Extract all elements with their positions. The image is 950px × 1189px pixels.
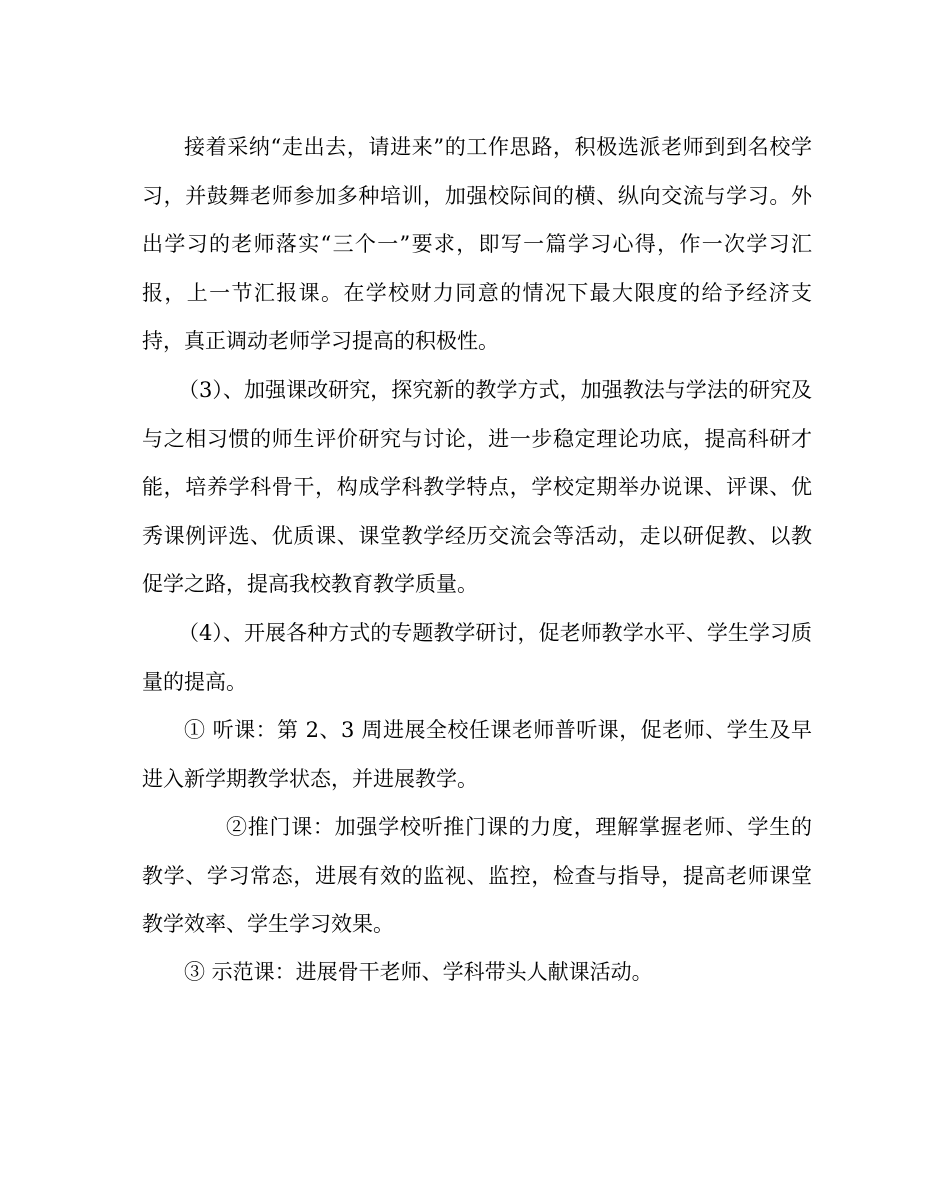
paragraph-teaching-seminars: （4）、开展各种方式的专题教学研讨，促老师教学水平、学生学习质量的提高。 (142, 621, 812, 694)
paragraph-unannounced-lessons: ②推门课：加强学校听推门课的力度，理解掌握老师、学生的教学、学习常态，进展有效的监视、监控，检查与指导，提高老师课堂教学效率、学生学习效果。 (142, 815, 812, 936)
paragraph-lesson-observation: ① 听课：第 2、3 周进展全校任课老师普听课，促老师、学生及早进入新学期教学状态，并进展教学。 (142, 718, 812, 791)
paragraph-study-visits: 接着采纳“走出去，请进来”的工作思路，积极选派老师到到名校学习，并鼓舞老师参加多种培训，加强校际间的横、纵向交流与学习。外出学习的老师落实“三个一”要求，即写一篇学习心得，作一次学习汇报，上一节汇报课。在学校财力同意的情况下最大限度的给予经济支持，真正调动老师学习提高的积极性。 (142, 135, 812, 353)
paragraph-curriculum-research: （3）、加强课改研究，探究新的教学方式，加强教法与学法的研究及与之相习惯的师生评价研究与讨论，进一步稳定理论功底，提高科研才能，培养学科骨干，构成学科教学特点，学校定期举办说课、评课、优秀课例评选、优质课、课堂教学经历交流会等活动，走以研促教、以教促学之路，提高我校教育教学质量。 (142, 378, 812, 596)
paragraph-demonstration-lessons: ③ 示范课：进展骨干老师、学科带头人献课活动。 (184, 960, 653, 984)
